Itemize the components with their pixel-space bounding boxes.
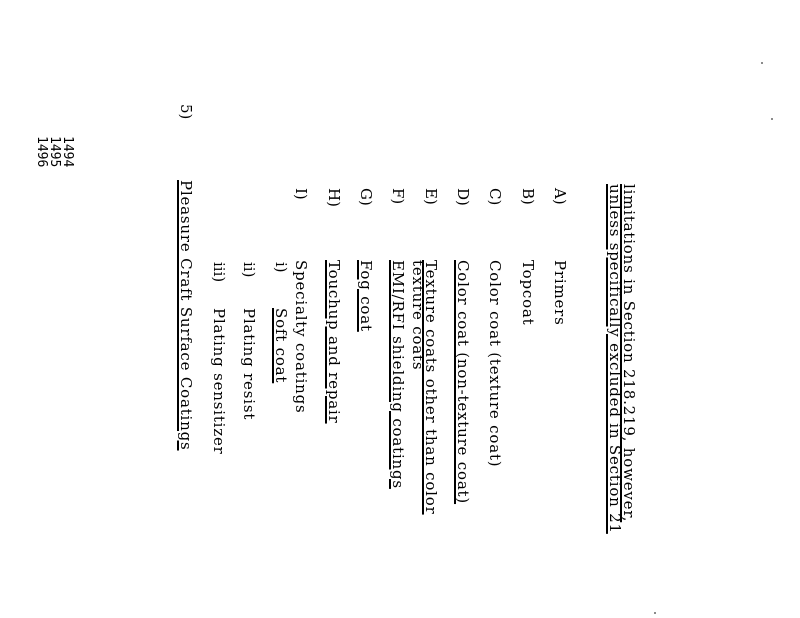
item-text-texture-coats: Texture coats other than color [422, 260, 440, 515]
section-title [178, 180, 193, 451]
item-label-a: A) [551, 188, 569, 205]
line-number-1495: 1495 [47, 136, 62, 168]
item-text-plating-resist: Plating resist [240, 308, 258, 421]
section-label: 5) [177, 104, 195, 120]
item-label-i: I) [292, 188, 310, 200]
item-text-plating-sensitizer: Plating sensitizer [210, 308, 228, 455]
header-line-1: limitations in Section 218.219, however, [620, 184, 638, 523]
item-text-texture-coats-cont: texture coats [409, 260, 427, 371]
section-title-text: Pleasure Craft Surface Coatings [177, 180, 195, 451]
scan-speck [654, 612, 656, 614]
header-line-2: unless specifically excluded in Section 21 [606, 184, 624, 534]
item-text-touchup: Touchup and repair [325, 260, 343, 424]
line-numbers [35, 136, 74, 167]
item-label-d: D) [454, 188, 472, 206]
item-label-i-sub: i) [272, 262, 290, 273]
scan-speck [771, 118, 773, 120]
item-label-ii: ii) [240, 262, 258, 278]
item-text-topcoat: Topcoat [519, 260, 537, 326]
item-text-color-coat-texture: Color coat (texture coat) [486, 260, 504, 468]
item-label-f: F) [389, 188, 407, 205]
item-label-c: C) [486, 188, 504, 206]
item-text-emi-rfi: EMI/RFI shielding coatings [389, 260, 407, 489]
item-text-primers: Primers [551, 260, 569, 326]
item-label-b: B) [519, 188, 537, 205]
item-label-h: H) [325, 188, 343, 207]
line-number-1494: 1494 [60, 136, 75, 168]
item-text-soft-coat: Soft coat [272, 308, 290, 384]
item-text-fog-coat: Fog coat [357, 260, 375, 332]
item-label-e: E) [422, 188, 440, 205]
item-text-color-coat-non-texture: Color coat (non-texture coat) [454, 260, 472, 505]
line-number-1496: 1496 [34, 136, 49, 168]
item-label-g: G) [357, 188, 375, 206]
item-text-specialty: Specialty coatings [292, 260, 310, 414]
scan-speck [761, 62, 763, 64]
item-label-iii: iii) [210, 262, 228, 283]
